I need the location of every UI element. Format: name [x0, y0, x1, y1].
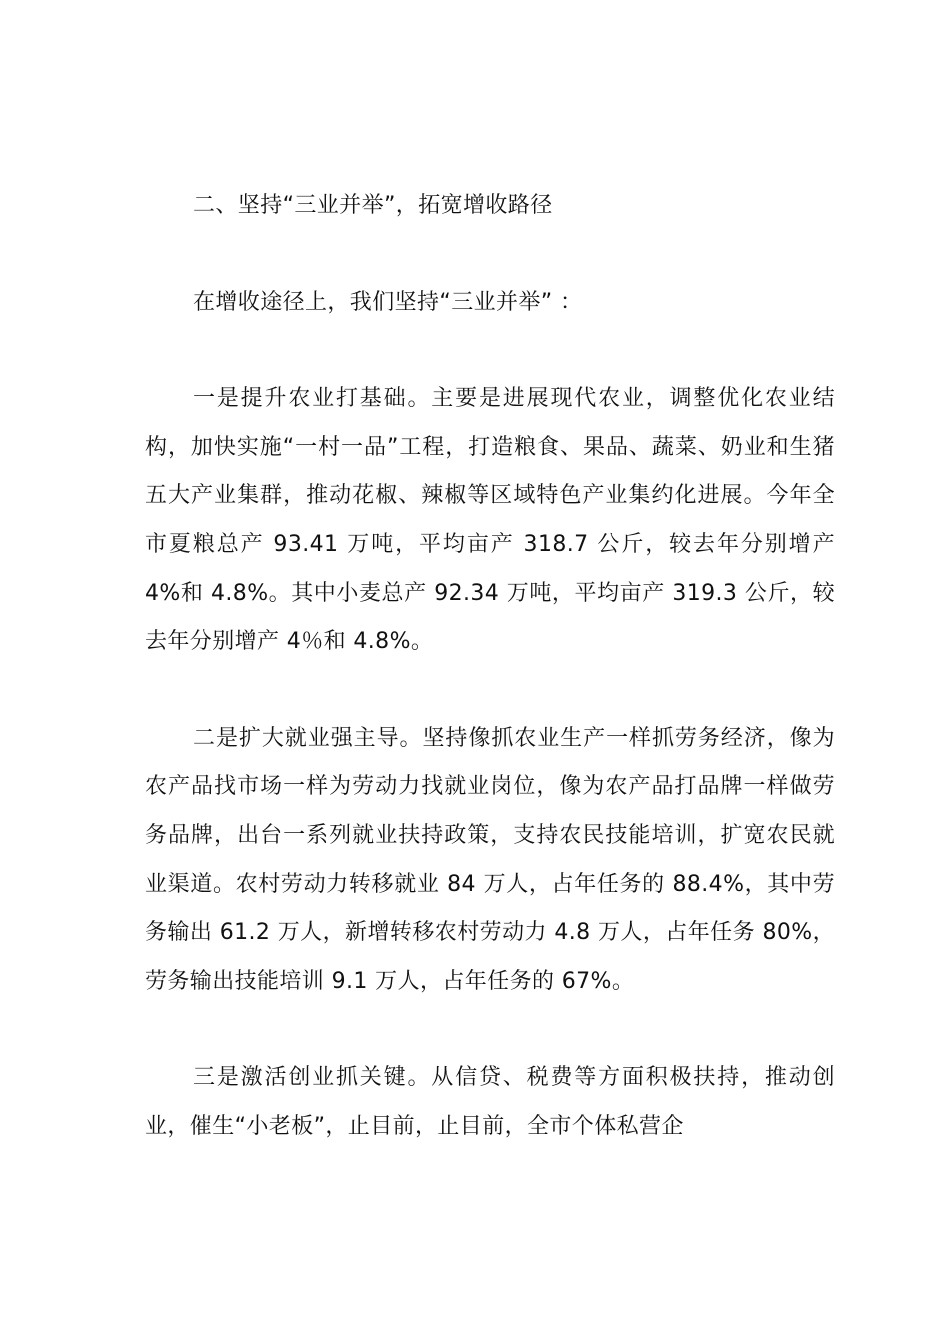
- paragraph-employment: 二是扩大就业强主导。坚持像抓农业生产一样抓劳务经济，像为农产品找市场一样为劳动力找就业岗位，像为农产品打品牌一样做劳务品牌，出台一系列就业扶持政策，支持农民技能培训，扩宽农民就业渠道。农村劳动力转移就业 84 万人，占年任务的 88.4%，其中劳务输出 61.2 万人，新增转移农村劳动力 4.8 万人，占年任务 80%，劳务输出技能培训 9.1 万人，占年任务的 67%。: [145, 725, 835, 994]
- paragraph-entrepreneurship: 三是激活创业抓关键。从信贷、税费等方面积极扶持，推动创业，催生“小老板”，止目前，止目前，全市个体私营企: [145, 1065, 835, 1139]
- section-heading: 二、坚持“三业并举”，拓宽增收路径: [193, 193, 553, 218]
- paragraph-agriculture: 一是提升农业打基础。主要是进展现代农业，调整优化农业结构，加快实施“一村一品”工程，打造粮食、果品、蔬菜、奶业和生猪五大产业集群，推动花椒、辣椒等区域特色产业集约化进展。今年全市夏粮总产 93.41 万吨，平均亩产 318.7 公斤，较去年分别增产 4%和 4.8%。其中小麦总产 92.34 万吨，平均亩产 319.3 公斤，较去年分别增产 4％和 4.8%。: [145, 386, 835, 655]
- intro-paragraph: 在增收途径上，我们坚持“三业并举” ：: [193, 289, 583, 315]
- document-body: [145, 182, 835, 1152]
